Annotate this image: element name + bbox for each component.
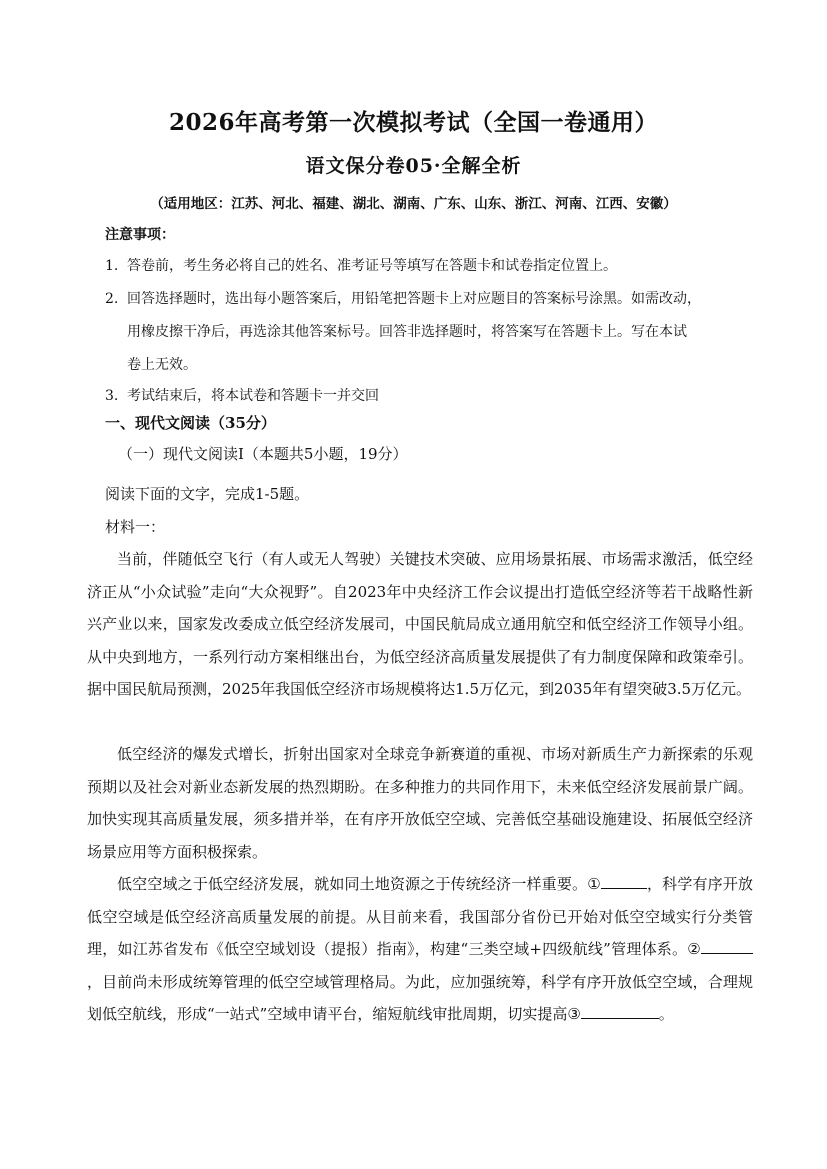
reading-instruction: 阅读下面的文字，完成1-5题。 [105, 485, 310, 503]
subsection-heading: （一）现代文阅读Ⅰ（本题共5小题，19分） [118, 445, 408, 463]
paragraph-2: 低空经济的爆发式增长，折射出国家对全球竞争新赛道的重视、市场对新质生产力新探索的乐观预期以及社会对新业态新发展的热烈期盼。在多种推力的共同作用下，未来低空经济发展前景广阔。加快实现其高质量发展，须多措并举，在有序开放低空空域、完善低空基础设施建设、拓展低空经济场景应用等方面积极探索。 [87, 745, 753, 861]
section-heading: 一、现代文阅读（35分） [105, 414, 276, 432]
note-item-2 [105, 283, 755, 382]
fill-blank-1[interactable] [601, 872, 647, 889]
note-number: 3. [105, 388, 119, 404]
page-title: 2026年高考第一次模拟考试（全国一卷通用） [168, 109, 658, 136]
paragraph-text: ，科学有序开放低空空域是低空经济高质量发展的前提。从目前来看，我国部分省份已开始对低空空域实行分类管理，如江苏省发布《低空空域划设（提报）指南》，构建“三类空域+四级航线”管理体系。 [87, 875, 753, 958]
note-text: 考试结束后，将本试卷和答题卡一并交回 [127, 388, 379, 404]
paragraph-text: 。 [658, 1005, 674, 1023]
fill-blank-3[interactable] [581, 1002, 659, 1019]
note-text: 卷上无效。 [127, 357, 197, 373]
note-text: 用橡皮擦干净后，再选涂其他答案标号。回答非选择题时，将答案写在答题卡上。写在本试 [127, 324, 687, 340]
paragraph-1: 当前，伴随低空飞行（有人或无人驾驶）关键技术突破、应用场景拓展、市场需求激活，低空经济正从“小众试验”走向“大众视野”。自2023年中央经济工作会议提出打造低空经济等若干战略性新兴产业以来，国家发改委成立低空经济发展司，中国民航局成立通用航空和低空经济工作领导小组。从中央到地方，一系列行动方案相继出台，为低空经济高质量发展提供了有力制度保障和政策牵引。据中国民航局预测，2025年我国低空经济市场规模将达1.5万亿元，到2035年有望突破3.5万亿元。 [87, 550, 753, 698]
blank-marker-2: ② [687, 940, 701, 958]
material-label: 材料一： [105, 518, 166, 536]
blank-marker-1: ① [587, 875, 601, 893]
paragraph-3 [87, 868, 753, 1031]
note-text: 回答选择题时，选出每小题答案后，用铅笔把答题卡上对应题目的答案标号涂黑。如需改动， [127, 291, 701, 307]
blank-marker-3: ③ [567, 1005, 581, 1023]
note-text: 答卷前，考生务必将自己的姓名、准考证号等填写在答题卡和试卷指定位置上。 [127, 258, 617, 274]
paragraph-text: ，目前尚未形成统筹管理的低空空域管理格局。为此，应加强统筹，科学有序开放低空空域，合理规划低空航线，形成“一站式”空域申请平台，缩短航线审批周期，切实提高 [87, 972, 753, 1023]
fill-blank-2[interactable] [701, 937, 753, 954]
note-number: 1. [105, 258, 119, 274]
applicable-regions: （适用地区：江苏、河北、福建、湖北、湖南、广东、山东、浙江、河南、江西、安徽） [150, 196, 677, 212]
note-number: 2. [105, 291, 119, 307]
note-item-3 [105, 380, 755, 413]
note-item-1 [105, 250, 755, 283]
paragraph-text: 低空空域之于低空经济发展，就如同土地资源之于传统经济一样重要。 [117, 875, 588, 893]
notes-heading: 注意事项： [105, 227, 175, 243]
page-subtitle: 语文保分卷05·全解全析 [305, 155, 522, 177]
